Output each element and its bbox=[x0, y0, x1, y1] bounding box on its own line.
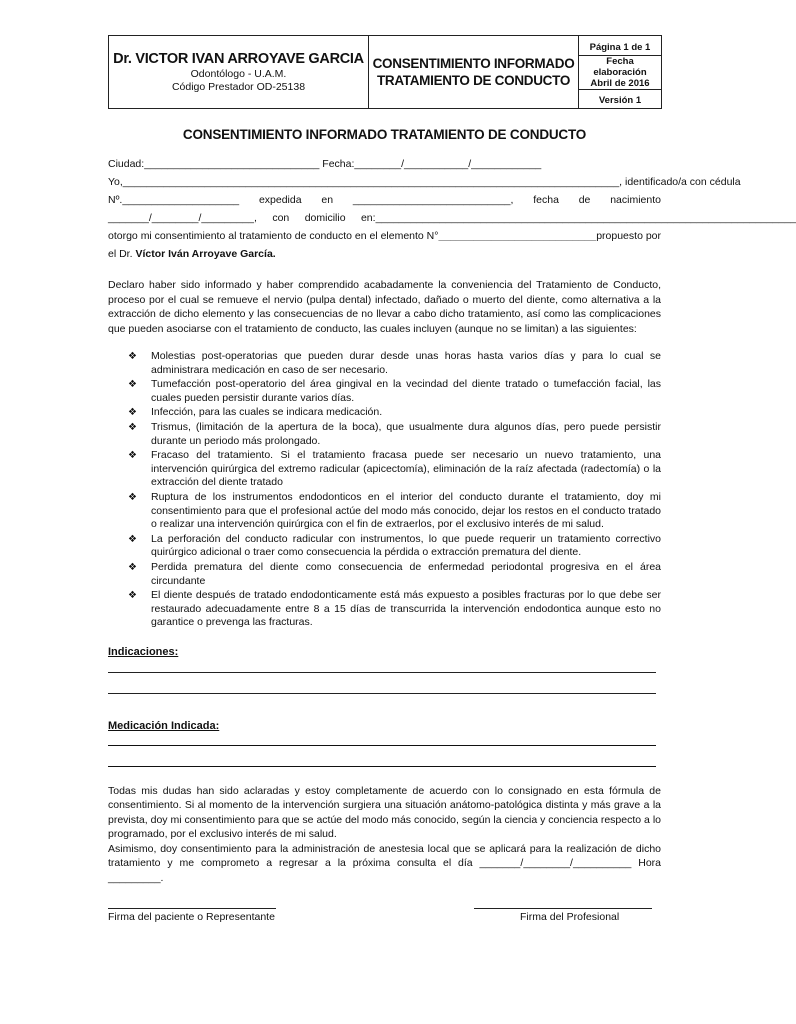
indications-label: Indicaciones: bbox=[108, 646, 179, 658]
list-item: ❖ Fracaso del tratamiento. Si el tratamiento fracasa puede ser necesario un nuevo tratamiento, una intervención quirúrgica del extremo radicular (apicectomía), eliminación de la raíz afectada (radectomía) o la extracción del diente tratado bbox=[128, 449, 661, 489]
name-field-row bbox=[108, 176, 741, 189]
form-title-cell bbox=[369, 36, 579, 109]
patient-signature-label: Firma del paciente o Representante bbox=[108, 911, 275, 923]
birth-label: nacimiento bbox=[610, 194, 661, 206]
consent-row bbox=[108, 230, 661, 243]
address-row bbox=[108, 212, 796, 225]
doctor-signature-name: Víctor Iván Arroyave García. bbox=[135, 248, 276, 260]
with-label: con bbox=[272, 212, 290, 224]
medication-line-2[interactable] bbox=[108, 766, 656, 767]
list-item: ❖ Infección, para las cuales se indicara medicación. bbox=[128, 406, 383, 419]
diamond-bullet-icon: ❖ bbox=[128, 379, 137, 391]
address-field[interactable]: en:________________________________________________________________________ bbox=[360, 212, 796, 224]
consent-text: otorgo mi consentimiento al tratamiento de conducto en el elemento N° bbox=[108, 230, 439, 242]
diamond-bullet-icon: ❖ bbox=[128, 450, 137, 462]
doctor-info-cell bbox=[109, 36, 369, 109]
version-cell bbox=[579, 90, 662, 109]
medication-label: Medicación Indicada: bbox=[108, 720, 220, 732]
document-title: CONSENTIMIENTO INFORMADO TRATAMIENTO DE CONDUCTO bbox=[182, 127, 587, 142]
issued-place-field[interactable]: ___________________________, bbox=[352, 194, 514, 206]
professional-signature-line[interactable] bbox=[474, 908, 652, 909]
in-label: en bbox=[321, 194, 334, 206]
closing-paragraph: Todas mis dudas han sido aclaradas y estoy completamente de acuerdo con lo consignado en esta fórmula de consentimiento. Si al momento de la intervención surgiera una situación anátomo-patológica distinta y más grave a la prevista, doy mi consentimiento para que se actúe del modo más conocido, según la ciencia y conciencia respecto a lo programado, por el exclusivo interés de mi salud. bbox=[108, 785, 661, 840]
list-item: ❖ Trismus, (limitación de la apertura de la boca), que usualmente dura algunos días, pero puede persistir durante un periodo más prolongado. bbox=[128, 420, 661, 447]
list-item: ❖ Tumefacción post-operatorio del área gingival en la vecindad del diente tratado o tumefacción facial, las cuales pueden persistir durante varios días. bbox=[128, 378, 661, 404]
indications-line-1[interactable] bbox=[108, 672, 656, 673]
profession: Odontólogo - U.A.M. bbox=[190, 67, 287, 80]
page-number-cell bbox=[579, 36, 662, 56]
list-item: ❖ Perdida prematura del diente como consecuencia de enfermedad periodontal progresiva en el área circundante bbox=[128, 560, 661, 587]
version: Versión 1 bbox=[598, 95, 642, 106]
id-label: , identificado/a con cédula bbox=[619, 176, 741, 188]
date-label: Fecha elaboración bbox=[593, 56, 647, 78]
id-number-field[interactable]: Nº.____________________ bbox=[108, 194, 240, 206]
list-item: ❖ Molestias post-operatorias que pueden durar desde unas horas hasta varios días y para lo cual se administrara medicación en caso de ser necesario. bbox=[128, 350, 661, 376]
diamond-bullet-icon: ❖ bbox=[128, 590, 137, 602]
issued-label: expedida bbox=[258, 194, 302, 206]
diamond-bullet-icon: ❖ bbox=[128, 351, 137, 362]
id-row bbox=[108, 194, 661, 207]
list-item: ❖ Ruptura de los instrumentos endodonticos en el interior del conducto durante el tratamiento, doy mi consentimiento para que el profesional actúe del modo más conocido, dejar los restos en el conducto tratado o realizar una intervención quirúrgica con el fin de extraerlos, por el exclusivo interés de mi salud. bbox=[128, 490, 661, 531]
medication-line-1[interactable] bbox=[108, 745, 656, 746]
form-title-line1: CONSENTIMIENTO INFORMADO bbox=[372, 56, 575, 71]
diamond-bullet-icon: ❖ bbox=[128, 533, 137, 545]
name-field[interactable]: Yo,_____________________________________________________________________________________ bbox=[108, 176, 620, 188]
intro-paragraph: Declaro haber sido informado y haber comprendido acabadamente la conveniencia del Tratamiento de Conducto, proceso por el cual se remueve el nervio (pulpa dental) infectado, dañado o muerto del diente, como alternativa a la extracción de dicho elemento y las consecuencias de no llevar a cabo dicho tratamiento, así como las complicaciones que pueden asociarse con el tratamiento de conducto, las cuales incluyen (aunque no se limitan) a las siguientes: bbox=[108, 279, 661, 335]
tooth-number-field[interactable]: ___________________________ bbox=[438, 230, 597, 242]
list-item: ❖ El diente después de tratado endodonticamente está más expuesto a posibles fracturas por lo que debe ser restaurado adecuadamente entre 8 a 15 días de transcurrida la intervención endodontica aunque esto no garantice o prevenga las fracturas. bbox=[128, 589, 661, 629]
diamond-bullet-icon: ❖ bbox=[128, 407, 137, 419]
page-number: Página 1 de 1 bbox=[589, 41, 651, 53]
diamond-bullet-icon: ❖ bbox=[128, 561, 137, 573]
of-label: de bbox=[578, 194, 591, 206]
diamond-bullet-icon: ❖ bbox=[128, 491, 137, 503]
document-header bbox=[108, 35, 662, 109]
doctor-name: Dr. VICTOR IVAN ARROYAVE GARCIA bbox=[113, 50, 364, 67]
complications-list bbox=[126, 350, 661, 631]
date-value: Abril de 2016 bbox=[590, 78, 650, 89]
anesthesia-paragraph: Asimismo, doy consentimiento para la administración de anestesia local que se aplicará para la realización de dicho tratamiento y me comprometo a regresar a la próxima consulta el día _______/________/__________ Hora _________. bbox=[108, 843, 661, 884]
date-label-text: fecha bbox=[533, 194, 559, 206]
provider-code: Código Prestador OD-25138 bbox=[171, 80, 306, 93]
city-date-field[interactable]: Ciudad:______________________________ Fecha:________/___________/____________ bbox=[108, 158, 542, 170]
indications-line-2[interactable] bbox=[108, 693, 656, 694]
doctor-row bbox=[108, 248, 661, 261]
form-title-line2: TRATAMIENTO DE CONDUCTO bbox=[376, 73, 571, 88]
diamond-bullet-icon: ❖ bbox=[128, 421, 137, 433]
doctor-prefix: el Dr. bbox=[108, 248, 133, 260]
professional-signature-label: Firma del Profesional bbox=[520, 911, 620, 923]
date-cell bbox=[579, 56, 662, 90]
patient-signature-line[interactable] bbox=[108, 908, 276, 909]
list-item: ❖ La perforación del conducto radicular con instrumentos, lo que puede requerir un tratamiento correctivo quirúrgico adicional o traer como consecuencia la pérdida o extracción prematura del diente. bbox=[128, 532, 661, 559]
birth-date-field[interactable]: _______/________/_________, bbox=[108, 212, 257, 224]
proposed-by-label: propuesto por bbox=[596, 230, 661, 242]
address-label: domicilio bbox=[304, 212, 346, 224]
